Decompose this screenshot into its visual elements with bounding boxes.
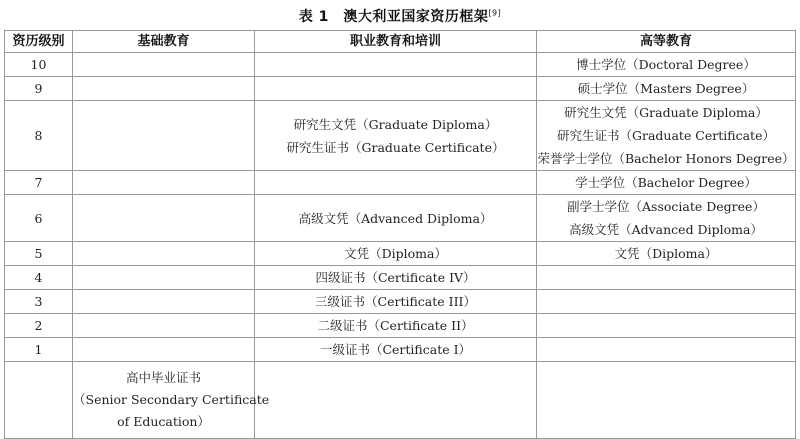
higher-education-cell: [537, 53, 796, 77]
table-title-text: 表 1 澳大利亚国家资历框架: [298, 9, 489, 25]
qualification-label: 研究生文凭（Graduate Diploma）: [564, 105, 768, 120]
basic-education-cell: [73, 266, 255, 290]
vocational-training-cell: [255, 171, 537, 195]
higher-education-cell: [537, 195, 796, 242]
table-row: [5, 195, 796, 242]
table-title: [0, 6, 800, 26]
qualification-label: 一级证书（Certificate I）: [319, 342, 472, 357]
header-higher-education: 高等教育: [537, 31, 796, 53]
level-cell: 3: [5, 290, 73, 314]
vocational-training-cell: [255, 242, 537, 266]
qualification-label: 高中毕业证书: [125, 370, 201, 385]
level-cell: 2: [5, 314, 73, 338]
vocational-training-cell: [255, 77, 537, 101]
qualifications-framework-table: [4, 30, 796, 439]
qualification-label: 四级证书（Certificate IV）: [315, 270, 476, 285]
basic-education-cell: [73, 338, 255, 362]
vocational-training-cell: [255, 195, 537, 242]
higher-education-cell: [537, 266, 796, 290]
qualification-label: 学士学位（Bachelor Degree）: [575, 175, 757, 190]
table-body: [5, 53, 796, 439]
basic-education-cell: [73, 362, 270, 439]
higher-education-cell: [537, 77, 796, 101]
table-row: [5, 314, 796, 338]
basic-education-cell: [73, 101, 255, 171]
qualification-label: 二级证书（Certificate II）: [317, 318, 474, 333]
level-cell: [5, 362, 73, 439]
higher-education-cell: [537, 338, 796, 362]
table-row: [5, 77, 796, 101]
table-row: [5, 101, 796, 171]
qualification-label: 硕士学位（Masters Degree）: [577, 81, 755, 96]
higher-education-cell: [537, 101, 796, 171]
table-row: [5, 290, 796, 314]
qualification-label: 研究生证书（Graduate Certificate）: [557, 128, 775, 143]
table-row: [5, 171, 796, 195]
qualification-label: 三级证书（Certificate III）: [315, 294, 476, 309]
basic-education-cell: [73, 77, 255, 101]
higher-education-cell: [537, 242, 796, 266]
header-level: 资历级别: [5, 31, 73, 53]
level-cell: 8: [5, 101, 73, 171]
level-cell: 5: [5, 242, 73, 266]
table-row: [5, 338, 796, 362]
level-cell: 9: [5, 77, 73, 101]
table-title-reference: [9]: [488, 8, 502, 18]
vocational-training-cell: [255, 314, 537, 338]
vocational-training-cell: [255, 266, 537, 290]
table-row: [5, 242, 796, 266]
basic-education-cell: [73, 290, 255, 314]
qualification-label: 文凭（Diploma）: [614, 246, 718, 261]
qualification-label: （Senior Secondary Certificate: [73, 392, 270, 407]
vocational-training-cell: [255, 53, 537, 77]
qualification-label: 文凭（Diploma）: [344, 246, 447, 261]
qualification-label: 副学士学位（Associate Degree）: [567, 199, 765, 214]
basic-education-cell: [73, 314, 255, 338]
qualification-label: 高级文凭（Advanced Diploma）: [569, 222, 763, 237]
header-basic-education: 基础教育: [73, 31, 255, 53]
basic-education-cell: [73, 242, 255, 266]
header-vocational-training: 职业教育和培训: [255, 31, 537, 53]
table-row: [5, 362, 796, 439]
vocational-training-cell: [255, 101, 537, 171]
higher-education-cell: [537, 362, 796, 439]
higher-education-cell: [537, 171, 796, 195]
qualification-label: 高级文凭（Advanced Diploma）: [298, 210, 493, 226]
qualification-label: 研究生文凭（Graduate Diploma）: [293, 116, 498, 132]
basic-education-cell: [73, 171, 255, 195]
qualification-label: of Education）: [117, 414, 210, 429]
level-cell: 7: [5, 171, 73, 195]
higher-education-cell: [537, 290, 796, 314]
header-row: [5, 31, 796, 53]
basic-education-cell: [73, 195, 255, 242]
basic-education-cell: [73, 53, 255, 77]
level-cell: 10: [5, 53, 73, 77]
vocational-training-cell: [255, 290, 537, 314]
table-row: [5, 53, 796, 77]
level-cell: 6: [5, 195, 73, 242]
qualification-label: 荣誉学士学位（Bachelor Honors Degree）: [537, 151, 795, 166]
vocational-training-cell: [255, 338, 537, 362]
qualification-label: 博士学位（Doctoral Degree）: [576, 57, 756, 72]
vocational-training-cell: [255, 362, 537, 439]
level-cell: 1: [5, 338, 73, 362]
level-cell: 4: [5, 266, 73, 290]
table-row: [5, 266, 796, 290]
qualification-label: 研究生证书（Graduate Certificate）: [286, 139, 505, 155]
higher-education-cell: [537, 314, 796, 338]
